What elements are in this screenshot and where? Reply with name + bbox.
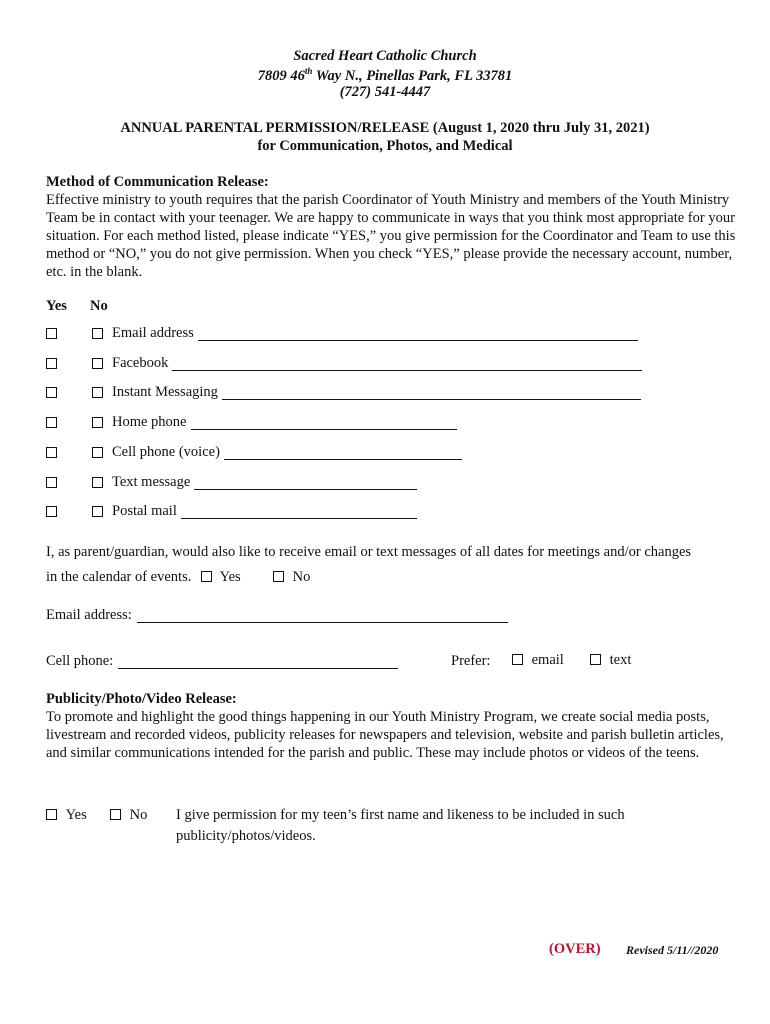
method-no-checkbox[interactable] [92,387,103,398]
method-no-checkbox[interactable] [92,506,103,517]
email-label: Email address: [46,607,132,623]
method-no-checkbox[interactable] [92,358,103,369]
prefer-email-option [512,652,564,672]
method-yes-checkbox[interactable] [46,387,57,398]
method-row [46,414,666,434]
method-blank[interactable] [222,398,641,400]
method-no-checkbox[interactable] [92,477,103,488]
method-label: Home phone [112,414,187,431]
method-yes-checkbox[interactable] [46,447,57,458]
church-name: Sacred Heart Catholic Church [293,48,477,64]
parent-no-label: No [292,569,311,585]
email-address-blank[interactable] [137,621,508,623]
no-column-header: No [90,298,108,314]
publicity-consent-line2: publicity/photos/videos. [176,828,316,844]
method-yes-checkbox[interactable] [46,328,57,339]
address-street: Way N., Pinellas Park, FL 33781 [312,67,513,84]
method-row [46,444,666,464]
method-yes-checkbox[interactable] [46,477,57,488]
over-indicator: (OVER) [549,941,601,957]
method-blank[interactable] [191,428,458,430]
prefer-email-checkbox[interactable] [512,654,523,665]
parent-yes-checkbox[interactable] [201,571,212,582]
method-row [46,503,666,523]
address-number: 7809 46 [257,67,305,84]
parent-text-line1: I, as parent/guardian, would also like to receive email or text messages of all dates for meetings and/or changes [46,544,692,560]
method-blank[interactable] [194,488,417,490]
yes-column-header: Yes [46,298,67,314]
method-blank[interactable] [198,339,638,341]
method-blank[interactable] [172,369,642,371]
method-no-checkbox[interactable] [92,417,103,428]
method-row [46,355,666,375]
parent-calendar-row [46,569,241,589]
method-yes-checkbox[interactable] [46,358,57,369]
prefer-email-label: email [531,652,564,668]
publicity-yes-option [46,807,87,827]
publicity-yes-label: Yes [65,807,87,823]
parent-no-checkbox[interactable] [273,571,284,582]
prefer-text-checkbox[interactable] [590,654,601,665]
method-label: Email address [112,325,194,341]
revised-date: Revised 5/11//2020 [626,943,719,957]
address-suffix: th [304,66,313,76]
publicity-no-option [110,807,147,827]
method-row [46,474,666,494]
method-row [46,384,666,404]
method-label: Postal mail [112,503,177,520]
method-label: Facebook [112,354,169,371]
publicity-body: To promote and highlight the good things happening in our Youth Ministry Program, we create social media posts, livestream and recorded videos, publicity releases for newspapers and television, website and parish bulletin articles, and similar communications intended for the parish and public. These may include photos or videos of the teens. [46,709,724,761]
method-no-checkbox[interactable] [92,447,103,458]
parent-no-option [273,569,310,589]
comm-heading: Method of Communication Release: [46,174,269,190]
publicity-no-checkbox[interactable] [110,809,121,820]
method-no-checkbox[interactable] [92,328,103,339]
prefer-text-label: text [609,652,632,668]
method-label: Cell phone (voice) [112,443,220,460]
prefer-label: Prefer: [451,653,491,669]
church-address [0,66,770,85]
parent-yes-label: Yes [219,569,241,585]
method-blank[interactable] [224,458,462,460]
method-yes-checkbox[interactable] [46,506,57,517]
method-label: Instant Messaging [112,384,218,401]
method-yes-checkbox[interactable] [46,417,57,428]
publicity-no-label: No [129,807,148,823]
method-blank[interactable] [181,517,417,519]
comm-body: Effective ministry to youth requires that the parish Coordinator of Youth Ministry and members of the Youth Ministry Team be in contact with your teenager. We are happy to communicate in ways that you think most appropriate for your situation. For each method listed, please indicate “YES,” you give permission for the Coordinator and Team to use this method or “NO,” you do not give permission. When you check “YES,” please provide the necessary account, number, etc. in the blank. [46,192,736,280]
publicity-heading: Publicity/Photo/Video Release: [46,691,237,707]
cell-phone-label: Cell phone: [46,653,114,669]
form-title: ANNUAL PARENTAL PERMISSION/RELEASE (August 1, 2020 thru July 31, 2021) [120,120,650,136]
cell-phone-blank[interactable] [118,667,398,669]
form-subtitle: for Communication, Photos, and Medical [257,138,513,154]
prefer-text-option [590,652,631,672]
publicity-consent-line1: I give permission for my teen’s first name and likeness to be included in such [176,807,625,823]
publicity-yes-checkbox[interactable] [46,809,57,820]
method-label: Text message [112,473,191,490]
method-row [46,325,666,345]
church-phone: (727) 541-4447 [339,84,431,100]
parent-text-line2: in the calendar of events. [46,569,192,585]
